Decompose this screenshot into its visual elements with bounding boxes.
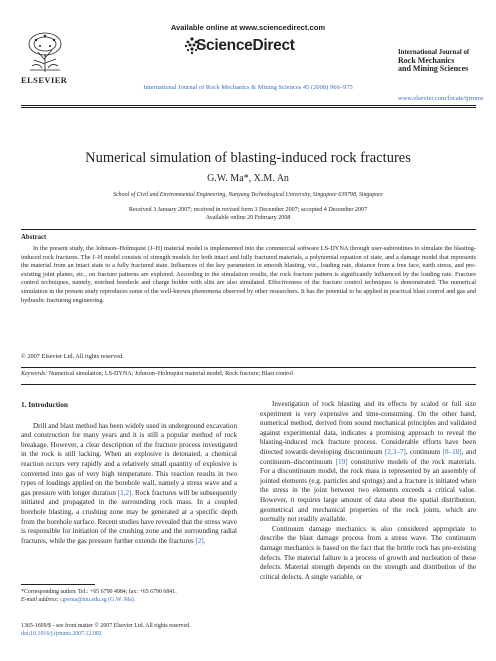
journal-title-line2: Rock Mechanics xyxy=(398,56,455,66)
left-column-paragraphs xyxy=(21,422,237,547)
paragraph-text: . Rock fractures will be subsequently initiated and propagated in the surrounding rock mass. In a coupled borehole blasting, a crushing zone may be generated at a specific depth from the borehole surface. Recent studies have revealed that the stress wave is responsible for initiation of the crushing zone and the surrounding radial fractures, while the gas pressure further extends the fractures xyxy=(21,488,237,545)
article-title: Numerical simulation of blasting-induced rock fractures xyxy=(85,150,411,166)
body-paragraph xyxy=(260,525,476,583)
body-paragraph xyxy=(260,400,476,525)
footnote-rule xyxy=(21,584,95,585)
corresponding-author-footnote xyxy=(21,589,177,604)
paragraph-text: Continuum damage mechanics is also considered appropriate to describe the blast damage process from a stress wave. The continuum damage mechanics is based on the fact that the brittle rock has pre-existing defects. The material failure is a process of growth and nucleation of these defects. Material strength depends on the strength and distribution of the critical defects. A single variable, or xyxy=(260,524,476,581)
citation-link[interactable]: [8–18] xyxy=(442,447,462,456)
abstract-copyright: © 2007 Elsevier Ltd. All rights reserved. xyxy=(21,353,124,360)
abstract-rule xyxy=(21,229,476,230)
elsevier-wordmark: ELSEVIER xyxy=(21,76,68,85)
issn-block xyxy=(21,623,191,638)
article-dates xyxy=(0,206,496,222)
header-rule-thin xyxy=(21,107,476,108)
abstract-heading: Abstract xyxy=(21,234,47,241)
email-label: E-mail address: xyxy=(21,596,59,603)
abstract-text: In the present study, the Johnson–Holmquist (J–H) material model is implemented into the commercial software LS-DYNA through user-subroutines to simulate the blasting-induced rock fractures. The J–H model consists of strength models for both intact and fully fractured materials, a polynomial equation of state, and a damage model that represents the material from an intact state to a fully fractured state. Influences of the key parameters in smooth blasting, viz., loading rate, distance from a free face, earth stress, and pre-existing joint planes, etc., on fracture patterns are explored. According to the simulation results, the rock fracture pattern is significantly influenced by the loading rate. Fracture control techniques, namely, notched borehole and charge holder with slits are also simulated. Effectiveness of the fracture control techniques is demonstrated. The numerical simulation in the present study reproduces some of the well-known phenomena observed by other researchers. It has the potential to be applied in practical blast control and gas and hydraulic fracturing engineering. xyxy=(21,245,476,304)
keywords-text: Numerical simulation; LS-DYNA; Johnson–Holmquist material model; Rock fracture; Blast control xyxy=(48,371,293,377)
paragraph-text: . xyxy=(203,536,206,545)
online-date: Available online 20 February 2008 xyxy=(205,215,291,221)
citation-link[interactable]: [1,2] xyxy=(117,488,132,497)
right-column-paragraphs xyxy=(260,400,476,582)
corresponding-author-line: *Corresponding author. Tel.: +65 6790 4984; fax: +65 6790 6841. xyxy=(21,589,177,595)
citation-link[interactable]: [2,3–7] xyxy=(385,447,406,456)
issn-line: 1365-1609/$ - see front matter © 2007 Elsevier Ltd. All rights reserved. xyxy=(21,623,191,629)
keywords-rule-bottom xyxy=(21,384,476,385)
doi-link[interactable]: doi:10.1016/j.ijrmms.2007.12.002 xyxy=(21,630,102,637)
section-heading-introduction: 1. Introduction xyxy=(21,400,68,409)
paragraph-text: , and continuum–discontinuum xyxy=(260,447,476,466)
received-dates: Received 3 January 2007; received in revised form 3 December 2007; accepted 4 December 2007 xyxy=(128,207,368,213)
citation-link[interactable]: [2] xyxy=(195,536,204,545)
paragraph-text: Investigation of rock blasting and its effects by scaled or full size experiment is very expensive and time-consuming. On the other hand, numerical method, derived from sound mechanical principles and validated against experimental data, indicates a promising approach to reveal the blasting-induced rock fracture process. Considerable efforts have been directed towards developing discontinuum xyxy=(260,400,476,456)
header-rule xyxy=(21,105,476,106)
paragraph-text: Drill and blast method has been widely used in underground excavation and construction for many years and it is still a popular method of rock breakage. However, a clear description of the fracture process investigated in the rock is still lacking. When an explosive is detonated, a chemical reaction occurs very rapidly and a relatively small quantity of explosive is converted into gas of very high temperature. This reaction results in two types of loadings applied on the borehole wall, namely a stress wave and a gas pressure with longer duration xyxy=(21,421,237,497)
paragraph-text: , continuum xyxy=(405,447,443,456)
abstract-body xyxy=(21,245,476,305)
email-link[interactable]: cgwma@ntu.edu.sg (G.W. Ma). xyxy=(60,596,136,603)
journal-title-line1: International Journal of xyxy=(398,49,470,56)
left-column xyxy=(21,400,237,546)
elsevier-tree-logo xyxy=(24,30,66,74)
journal-citation[interactable]: International Journal of Rock Mechanics & Mining Sciences 45 (2008) 966–975 xyxy=(143,84,353,91)
journal-title-line3: and Mining Sciences xyxy=(398,64,469,74)
paragraph-text: constitutive models of the rock materials. For a discontinuum model, the rock mass is represented by an assembly of jointed elements (e.g. particles and springs) and a fracture is initiated when the stress in the joint between two elements exceeds a critical value. However, it requires large amount of data about the spatial distribution, geometrical and mechanical properties of the rock joints, which are normally not readily available. xyxy=(260,457,476,524)
journal-url-link[interactable]: www.elsevier.com/locate/ijrmms xyxy=(398,95,484,102)
journal-title-block xyxy=(398,49,488,74)
right-column xyxy=(260,400,476,582)
article-authors: G.W. Ma*, X.M. An xyxy=(207,173,289,184)
keywords-rule-top xyxy=(21,367,476,368)
author-affiliation: School of Civil and Environmental Engineering, Nanyang Technological University, Singapore 639798, Singapore xyxy=(113,192,383,198)
citation-link[interactable]: [19] xyxy=(335,457,348,466)
keywords-label: Keywords: xyxy=(21,371,48,377)
body-paragraph xyxy=(21,422,237,547)
sciencedirect-wordmark: ScienceDirect xyxy=(196,37,295,54)
keywords xyxy=(21,371,293,377)
available-online-notice: Available online at www.sciencedirect.com xyxy=(170,23,326,32)
